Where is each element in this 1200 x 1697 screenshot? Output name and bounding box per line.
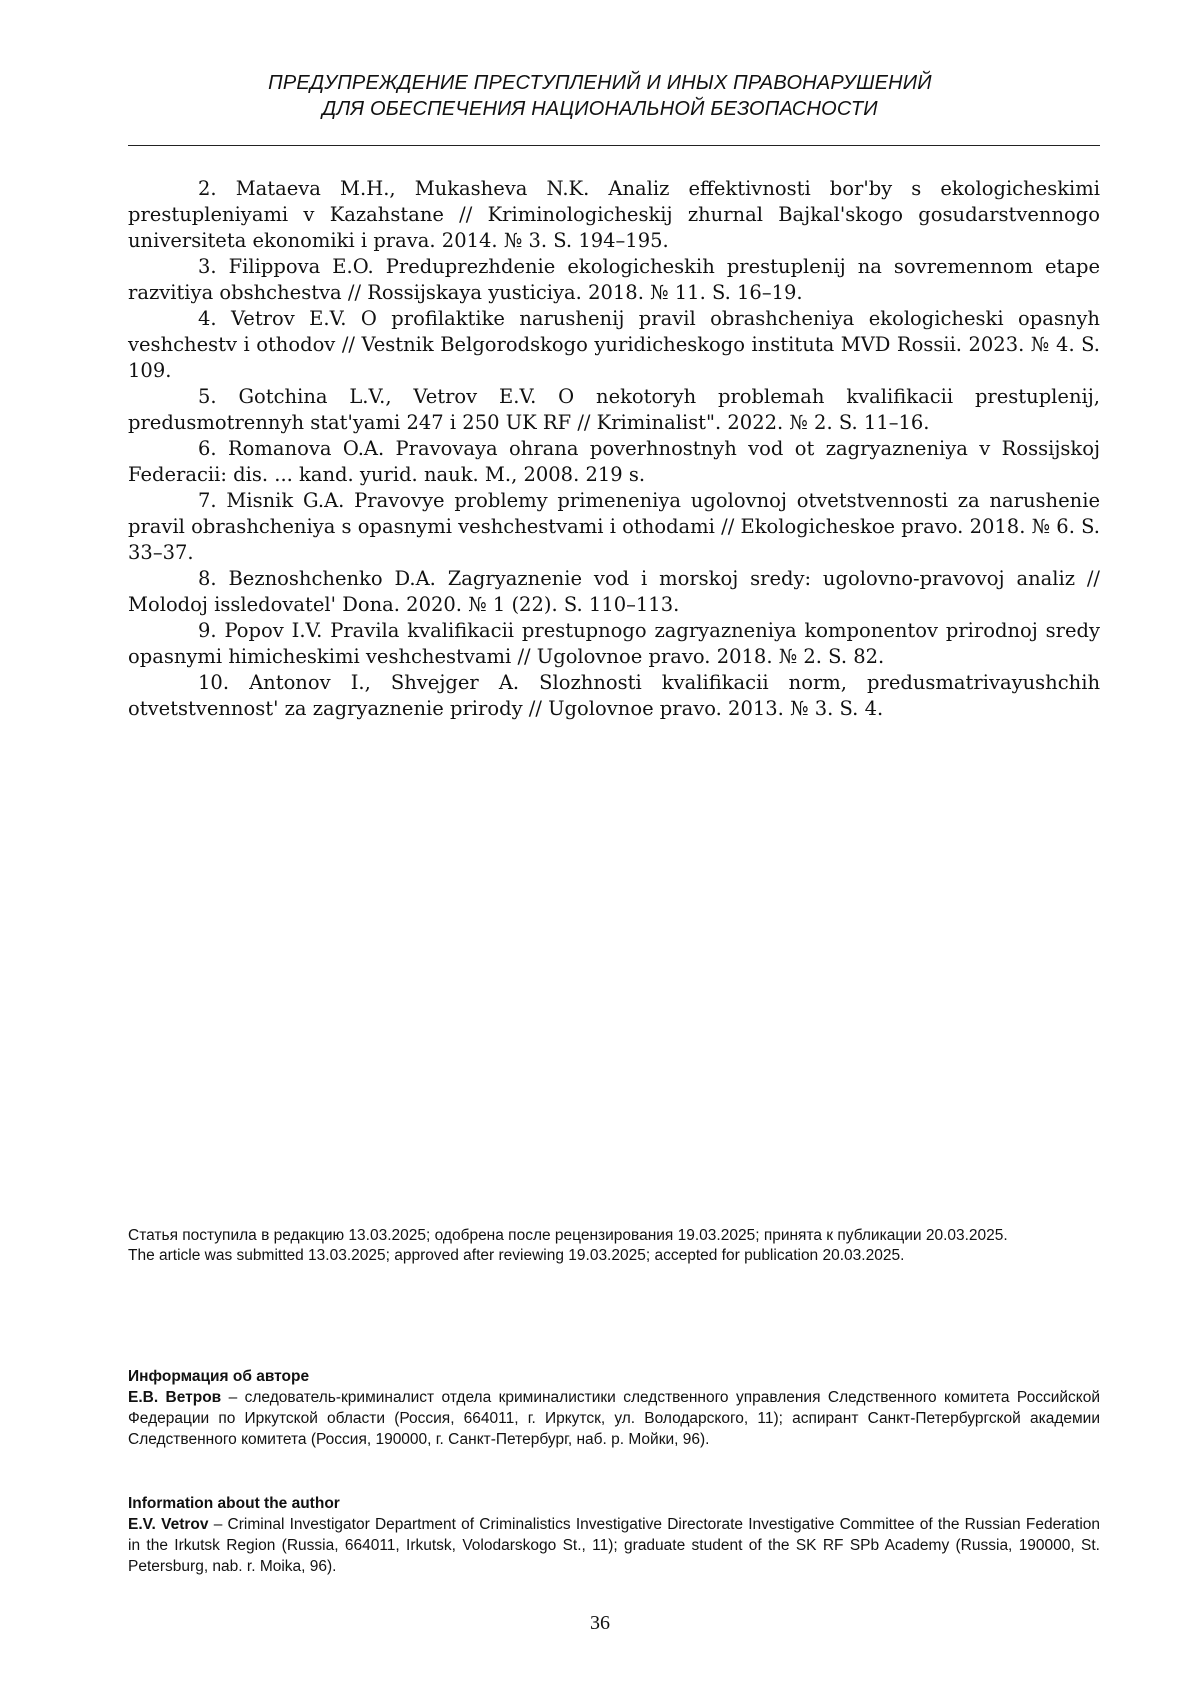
author-description-ru: – следователь-криминалист отдела криминалистики следственного управления Следственного комитета Российской Федерации по Иркутской области (Россия, 664011, г. Иркутск, ул. Володарского, 11); аспирант Санкт-Петербургской академии Следственного комитета (Россия, 190000, г. Санкт-Петербург, наб. р. Мойки, 96).: [128, 1389, 1100, 1448]
reference-list: [128, 176, 1100, 722]
running-header: [130, 70, 1070, 122]
reference-item: 4. Vetrov E.V. O profilaktike narushenij pravil obrashcheniya ekologicheski opasnyh veshchestv i othodov // Vestnik Belgorodskogo yuridicheskogo instituta MVD Rossii. 2023. № 4. S. 109.: [128, 306, 1100, 384]
reference-item: 10. Antonov I., Shvejger A. Slozhnosti kvalifikacii norm, predusmatrivayushchih otvetstvennost' za zagryaznenie prirody // Ugolovnoe pravo. 2013. № 3. S. 4.: [128, 670, 1100, 722]
reference-item: 6. Romanova O.A. Pravovaya ohrana poverhnostnyh vod ot zagryazneniya v Rossijskoj Federacii: dis. ... kand. yurid. nauk. M., 2008. 219 s.: [128, 436, 1100, 488]
page-number: 36: [560, 1612, 640, 1635]
reference-item: 5. Gotchina L.V., Vetrov E.V. O nekotoryh problemah kvalifikacii prestuplenij, predusmotrennyh stat'yami 247 i 250 UK RF // Kriminalist". 2022. № 2. S. 11–16.: [128, 384, 1100, 436]
author-description-en: – Criminal Investigator Department of Criminalistics Investigative Directorate Investigative Committee of the Russian Federation in the Irkutsk Region (Russia, 664011, Irkutsk, Volodarskogo St., 11); graduate student of the SK RF SPb Academy (Russia, 190000, St. Petersburg, nab. r. Moika, 96).: [128, 1516, 1100, 1575]
author-info-heading-en: Information about the author: [128, 1493, 1100, 1514]
reference-item: 2. Mataeva M.H., Mukasheva N.K. Analiz effektivnosti bor'by s ekologicheskimi prestupleniyami v Kazahstane // Kriminologicheskij zhurnal Bajkal'skogo gosudarstvennogo universiteta ekonomiki i prava. 2014. № 3. S. 194–195.: [128, 176, 1100, 254]
article-dates-ru: Статья поступила в редакцию 13.03.2025; одобрена после рецензирования 19.03.2025; принята к публикации 20.03.2025.: [128, 1226, 1100, 1246]
author-info-text-ru: [128, 1387, 1100, 1450]
reference-item: 9. Popov I.V. Pravila kvalifikacii prestupnogo zagryazneniya komponentov prirodnoj sredy opasnymi himicheskimi veshchestvami // Ugolovnoe pravo. 2018. № 2. S. 82.: [128, 618, 1100, 670]
article-dates: [128, 1226, 1100, 1266]
running-header-line-2: ДЛЯ ОБЕСПЕЧЕНИЯ НАЦИОНАЛЬНОЙ БЕЗОПАСНОСТИ: [130, 96, 1070, 122]
article-dates-en: The article was submitted 13.03.2025; approved after reviewing 19.03.2025; accepted for publication 20.03.2025.: [128, 1246, 1100, 1266]
author-name-ru: Е.В. Ветров: [128, 1389, 221, 1406]
reference-item: 8. Beznoshchenko D.A. Zagryaznenie vod i morskoj sredy: ugolovno-pravovoj analiz // Molodoj issledovatel' Dona. 2020. № 1 (22). S. 110–113.: [128, 566, 1100, 618]
author-info-en: [128, 1493, 1100, 1577]
author-info-heading-ru: Информация об авторе: [128, 1366, 1100, 1387]
author-info-text-en: [128, 1514, 1100, 1577]
reference-item: 7. Misnik G.A. Pravovye problemy primeneniya ugolovnoj otvetstvennosti za narushenie pravil obrashcheniya s opasnymi veshchestvami i othodami // Ekologicheskoe pravo. 2018. № 6. S. 33–37.: [128, 488, 1100, 566]
author-info-ru: [128, 1366, 1100, 1450]
journal-page: [0, 0, 1200, 1697]
running-header-line-1: ПРЕДУПРЕЖДЕНИЕ ПРЕСТУПЛЕНИЙ И ИНЫХ ПРАВОНАРУШЕНИЙ: [130, 70, 1070, 96]
header-divider: [128, 145, 1100, 146]
author-name-en: E.V. Vetrov: [128, 1516, 208, 1533]
reference-item: 3. Filippova E.O. Preduprezhdenie ekologicheskih prestuplenij na sovremennom etape razvitiya obshchestva // Rossijskaya yusticiya. 2018. № 11. S. 16–19.: [128, 254, 1100, 306]
